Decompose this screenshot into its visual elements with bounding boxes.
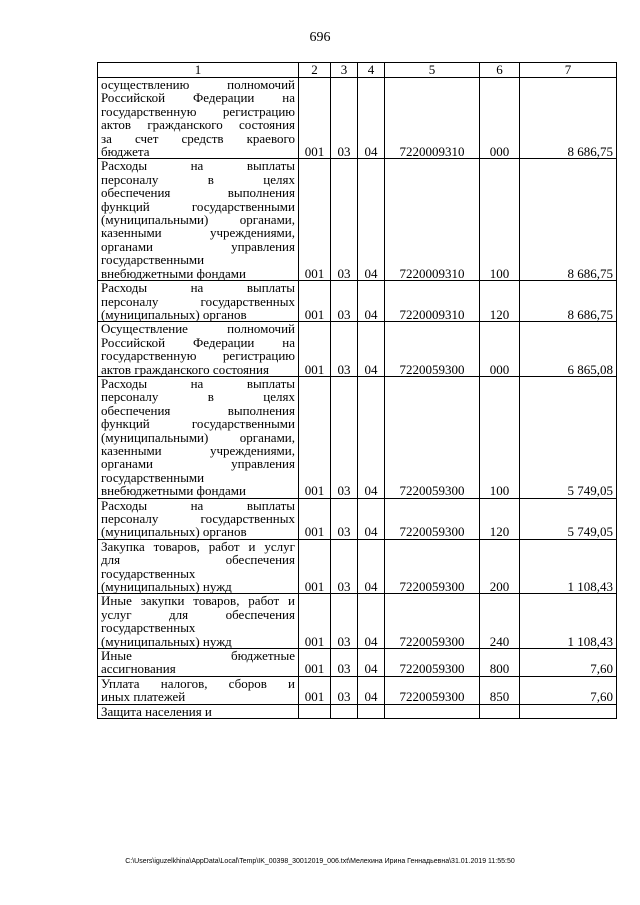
subsection-code: 04 xyxy=(358,281,385,322)
subsection-code: 04 xyxy=(358,159,385,281)
row-description xyxy=(98,322,299,377)
row-description xyxy=(98,676,299,704)
row-description xyxy=(98,594,299,649)
description-line: осуществлению полномочий xyxy=(101,77,295,92)
table-row xyxy=(98,704,617,718)
section-code: 03 xyxy=(331,376,358,498)
description-line: государственную регистрацию xyxy=(101,103,295,119)
admin-code: 001 xyxy=(299,376,331,498)
header-cell: 2 xyxy=(299,63,331,78)
description-line: органами управления xyxy=(101,238,295,254)
subsection-code xyxy=(358,704,385,718)
description-line: Иные закупки товаров, работ и xyxy=(101,593,295,609)
section-code: 03 xyxy=(331,676,358,704)
target-article-code: 7220059300 xyxy=(385,498,480,539)
section-code: 03 xyxy=(331,594,358,649)
amount: 1 108,43 xyxy=(520,539,617,594)
description-line: функций государственными xyxy=(101,416,295,432)
description-line: персоналу в целях xyxy=(101,389,295,405)
description-line: персоналу в целях xyxy=(101,171,295,187)
target-article-code: 7220059300 xyxy=(385,539,480,594)
table-row xyxy=(98,594,617,649)
target-article-code: 7220059300 xyxy=(385,322,480,377)
section-code: 03 xyxy=(331,281,358,322)
amount: 7,60 xyxy=(520,676,617,704)
admin-code: 001 xyxy=(299,322,331,377)
amount: 1 108,43 xyxy=(520,594,617,649)
table-row xyxy=(98,322,617,377)
admin-code: 001 xyxy=(299,676,331,704)
description-line: казенными учреждениями, xyxy=(101,225,295,241)
description-line: государственную регистрацию xyxy=(101,348,295,364)
description-line: для обеспечения xyxy=(101,552,295,568)
description-line: за счет средств краевого xyxy=(101,130,295,146)
description-line: (муниципальными) органами, xyxy=(101,212,295,228)
amount: 8 686,75 xyxy=(520,159,617,281)
admin-code: 001 xyxy=(299,281,331,322)
expense-type-code: 100 xyxy=(480,159,520,281)
header-row xyxy=(98,63,617,78)
budget-table xyxy=(97,62,617,719)
admin-code: 001 xyxy=(299,159,331,281)
description-line: государственных xyxy=(101,565,196,581)
description-line: персоналу государственных xyxy=(101,511,295,526)
table-row xyxy=(98,539,617,594)
description-line: Расходы на выплаты xyxy=(101,158,295,174)
expense-type-code: 800 xyxy=(480,649,520,677)
expense-type-code: 120 xyxy=(480,498,520,539)
target-article-code: 7220059300 xyxy=(385,676,480,704)
expense-type-code: 000 xyxy=(480,322,520,377)
amount: 7,60 xyxy=(520,649,617,677)
description-line: иных платежей xyxy=(101,689,186,705)
subsection-code: 04 xyxy=(358,498,385,539)
description-line: Уплата налогов, сборов и xyxy=(101,675,295,691)
header-cell: 5 xyxy=(385,63,480,78)
section-code: 03 xyxy=(331,322,358,377)
section-code: 03 xyxy=(331,498,358,539)
description-line: (муниципальных) нужд xyxy=(101,633,232,649)
subsection-code: 04 xyxy=(358,676,385,704)
description-line: бюджета xyxy=(101,144,150,160)
target-article-code: 7220009310 xyxy=(385,281,480,322)
description-line: государственными xyxy=(101,252,205,268)
admin-code: 001 xyxy=(299,649,331,677)
amount xyxy=(520,704,617,718)
subsection-code: 04 xyxy=(358,649,385,677)
table-row xyxy=(98,498,617,539)
subsection-code: 04 xyxy=(358,78,385,159)
row-description xyxy=(98,649,299,677)
expense-type-code: 100 xyxy=(480,376,520,498)
table-row xyxy=(98,159,617,281)
description-line: ассигнования xyxy=(101,661,176,677)
table-row xyxy=(98,78,617,159)
header-cell: 6 xyxy=(480,63,520,78)
section-code: 03 xyxy=(331,649,358,677)
target-article-code: 7220059300 xyxy=(385,376,480,498)
description-line: Иные бюджетные xyxy=(101,648,295,664)
description-line: актов гражданского состояния xyxy=(101,361,269,377)
expense-type-code: 240 xyxy=(480,594,520,649)
table-row xyxy=(98,649,617,677)
subsection-code: 04 xyxy=(358,594,385,649)
description-line: актов гражданского состояния xyxy=(101,117,295,133)
description-line: услуг для обеспечения xyxy=(101,606,295,622)
expense-type-code: 000 xyxy=(480,78,520,159)
description-line: внебюджетными фондами xyxy=(101,483,246,499)
expense-type-code: 850 xyxy=(480,676,520,704)
header-cell: 4 xyxy=(358,63,385,78)
section-code: 03 xyxy=(331,539,358,594)
page-number: 696 xyxy=(309,30,331,45)
admin-code: 001 xyxy=(299,594,331,649)
admin-code: 001 xyxy=(299,539,331,594)
section-code: 03 xyxy=(331,159,358,281)
description-line: Защита населения и xyxy=(101,703,212,719)
description-line: Российской Федерации на xyxy=(101,334,295,350)
description-line: государственными xyxy=(101,469,205,485)
description-line: (муниципальными) органами, xyxy=(101,429,295,445)
description-line: обеспечения выполнения xyxy=(101,185,295,201)
target-article-code: 7220009310 xyxy=(385,159,480,281)
row-description xyxy=(98,539,299,594)
amount: 5 749,05 xyxy=(520,498,617,539)
admin-code: 001 xyxy=(299,498,331,539)
description-line: функций государственными xyxy=(101,198,295,214)
row-description xyxy=(98,376,299,498)
amount: 6 865,08 xyxy=(520,322,617,377)
target-article-code: 7220059300 xyxy=(385,649,480,677)
expense-type-code xyxy=(480,704,520,718)
subsection-code: 04 xyxy=(358,376,385,498)
description-line: Расходы на выплаты xyxy=(101,280,295,296)
section-code: 03 xyxy=(331,78,358,159)
file-path-footer: C:\Users\iguzelkhina\AppData\Local\Temp\IK_00398_30012019_006.txt\Мелехина Ирина Геннадьевна\31.01.2019 11:55:50 xyxy=(125,858,515,865)
description-line: казенными учреждениями, xyxy=(101,442,295,458)
subsection-code: 04 xyxy=(358,539,385,594)
table-row xyxy=(98,376,617,498)
subsection-code: 04 xyxy=(358,322,385,377)
expense-type-code: 120 xyxy=(480,281,520,322)
row-description xyxy=(98,704,299,718)
amount: 8 686,75 xyxy=(520,78,617,159)
row-description xyxy=(98,498,299,539)
header-cell: 7 xyxy=(520,63,617,78)
amount: 5 749,05 xyxy=(520,376,617,498)
header-cell: 1 xyxy=(98,63,299,78)
section-code xyxy=(331,704,358,718)
description-line: обеспечения выполнения xyxy=(101,402,295,418)
admin-code xyxy=(299,704,331,718)
target-article-code: 7220059300 xyxy=(385,594,480,649)
admin-code: 001 xyxy=(299,78,331,159)
description-line: органами управления xyxy=(101,456,295,472)
header-cell: 3 xyxy=(331,63,358,78)
description-line: (муниципальных) органов xyxy=(101,306,247,322)
description-line: персоналу государственных xyxy=(101,293,295,309)
row-description xyxy=(98,281,299,322)
description-line: государственных xyxy=(101,620,196,636)
description-line: Осуществление полномочий xyxy=(101,321,295,337)
row-description xyxy=(98,78,299,159)
table-row xyxy=(98,676,617,704)
target-article-code: 7220009310 xyxy=(385,78,480,159)
description-line: Расходы на выплаты xyxy=(101,375,295,391)
description-line: Российской Федерации на xyxy=(101,90,295,106)
description-line: Закупка товаров, работ и услуг xyxy=(101,538,295,554)
row-description xyxy=(98,159,299,281)
description-line: Расходы на выплаты xyxy=(101,497,295,513)
description-line: (муниципальных) нужд xyxy=(101,579,232,595)
amount: 8 686,75 xyxy=(520,281,617,322)
description-line: внебюджетными фондами xyxy=(101,265,246,281)
description-line: (муниципальных) органов xyxy=(101,524,247,540)
target-article-code xyxy=(385,704,480,718)
expense-type-code: 200 xyxy=(480,539,520,594)
table-row xyxy=(98,281,617,322)
